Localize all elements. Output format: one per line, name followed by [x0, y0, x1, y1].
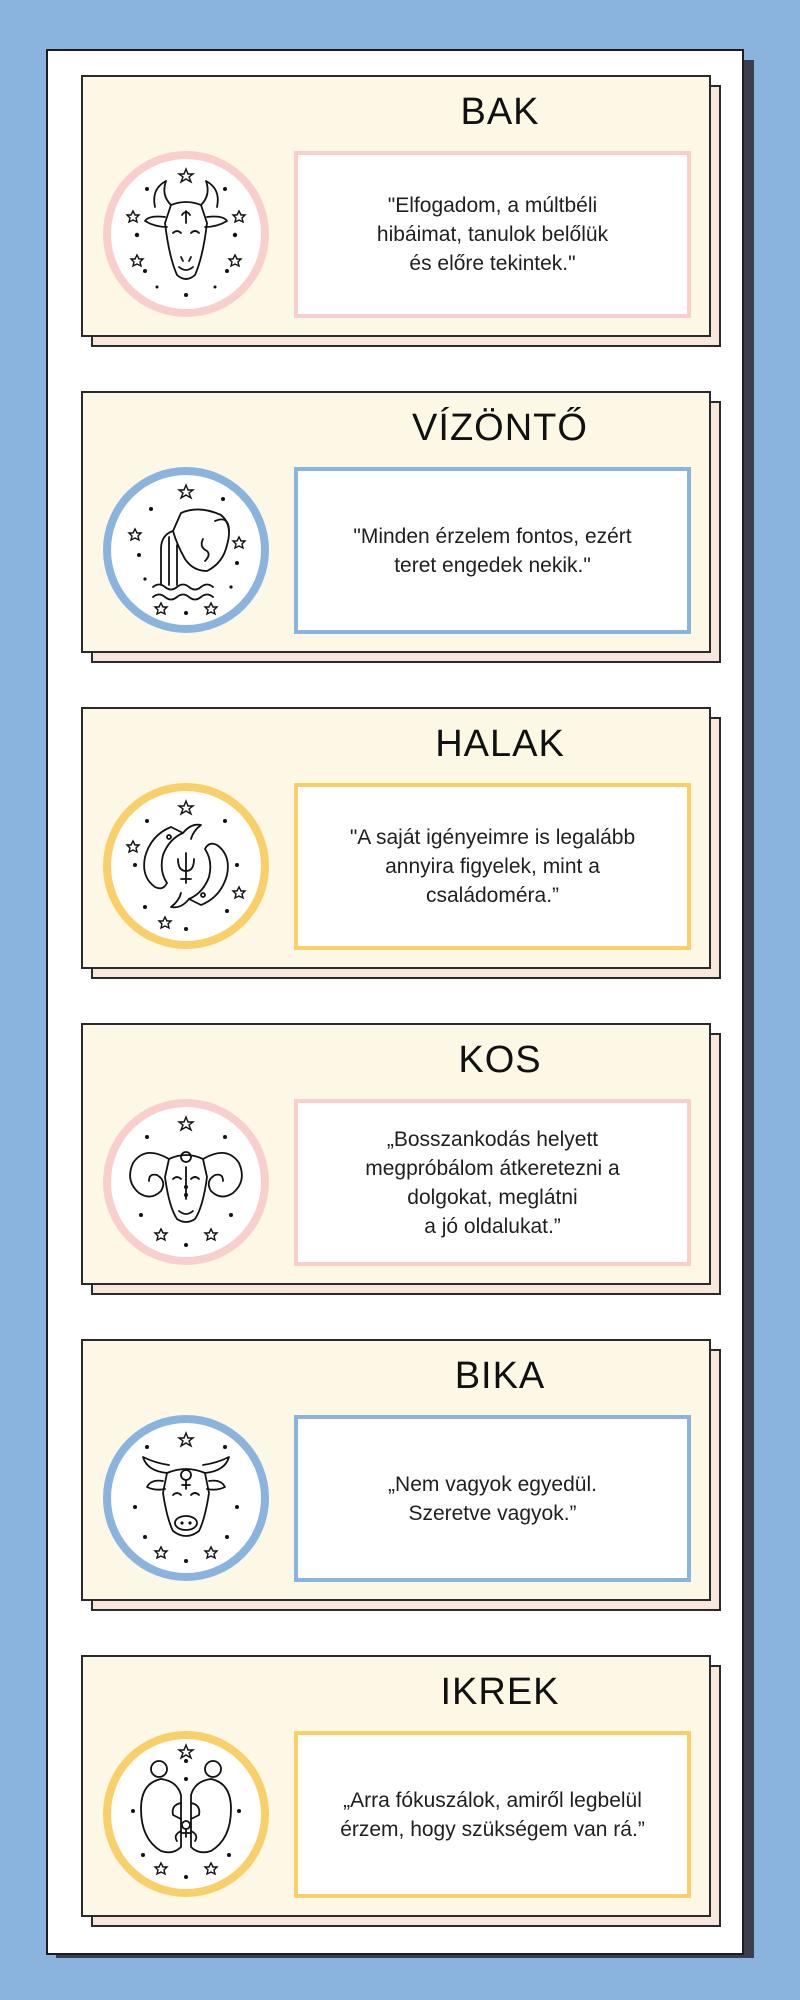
affirmation-box	[294, 467, 691, 634]
card-body	[81, 391, 711, 653]
capricorn-goat-icon	[103, 151, 269, 317]
sign-name: IKREK	[440, 1671, 560, 1713]
affirmation-box	[294, 1731, 691, 1898]
card-body	[81, 1023, 711, 1285]
taurus-bull-icon	[103, 1415, 269, 1581]
affirmation-text: „Bosszankodás helyett megpróbálom átkeretezni a dolgokat, meglátni a jó oldalukat.”	[365, 1127, 620, 1238]
card-body	[81, 1655, 711, 1917]
aries-ram-icon	[103, 1099, 269, 1265]
affirmation-text: „Nem vagyok egyedül. Szeretve vagyok.”	[388, 1472, 597, 1525]
affirmation-text: „Arra fókuszálok, amiről legbelül érzem, hogy szükségem van rá.”	[340, 1788, 645, 1841]
affirmation-text: "Elfogadom, a múltbéli hibáimat, tanulok belőlük és előre tekintek."	[376, 194, 609, 275]
affirmation-box	[294, 783, 691, 950]
affirmation-box	[294, 1415, 691, 1582]
affirmation-text: "Minden érzelem fontos, ezért teret engedek nekik."	[353, 524, 632, 577]
sign-name: BAK	[460, 91, 540, 133]
card-body	[81, 75, 711, 337]
sign-name: HALAK	[435, 723, 565, 765]
zodiac-card-halak	[81, 707, 711, 969]
gemini-twins-icon	[103, 1731, 269, 1897]
zodiac-card-bak	[81, 75, 711, 337]
sign-name: BIKA	[454, 1355, 546, 1397]
zodiac-card-bika	[81, 1339, 711, 1601]
aquarius-water-jar-icon	[103, 467, 269, 633]
zodiac-card-vizonto	[81, 391, 711, 653]
affirmation-text: "A saját igényeimre is legalább annyira figyelek, mint a családoméra.”	[349, 826, 636, 907]
zodiac-card-kos	[81, 1023, 711, 1285]
affirmation-box	[294, 1099, 691, 1266]
sign-name: VÍZÖNTŐ	[412, 407, 588, 449]
sign-name: KOS	[458, 1039, 542, 1081]
card-body	[81, 707, 711, 969]
pisces-fish-icon	[103, 783, 269, 949]
zodiac-card-ikrek	[81, 1655, 711, 1917]
affirmation-box	[294, 151, 691, 318]
card-body	[81, 1339, 711, 1601]
